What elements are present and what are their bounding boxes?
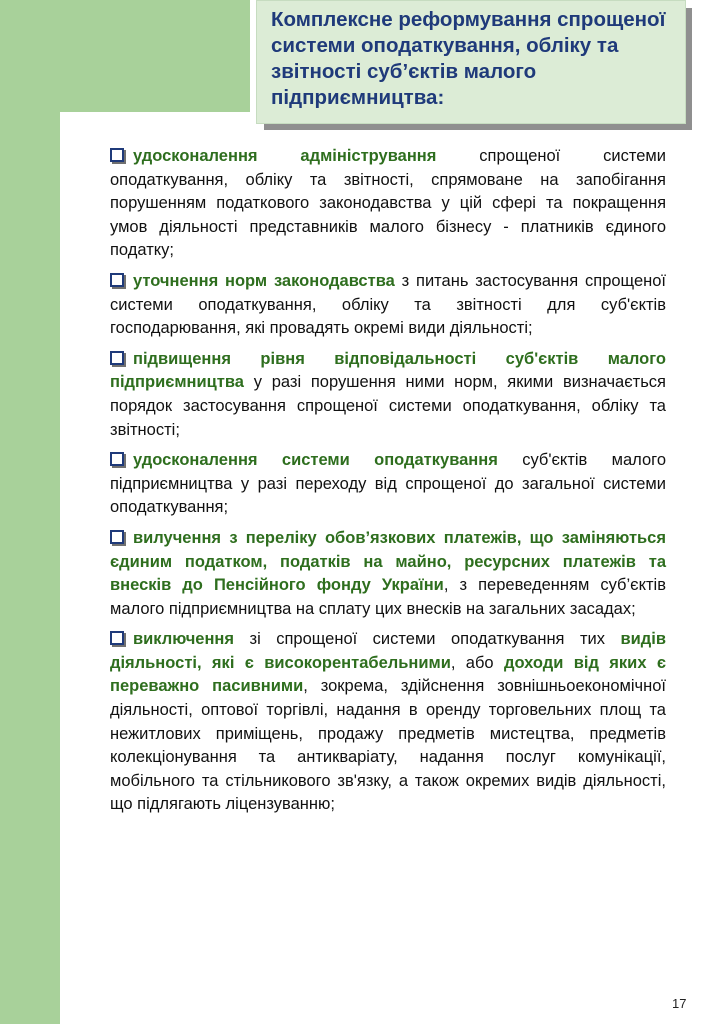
checkbox-bullet-icon [110,273,124,287]
page-title: Комплексне реформування спрощеної системи оподаткування, обліку та звітності суб’єктів малого підприємництва: [271,8,666,109]
body-text: , з переведенням суб’єктів малого підприємництва на сплату цих внесків на загальних засадах; [110,576,666,618]
list-item [110,527,666,621]
highlighted-text: підвищення рівня відповідальності суб'єктів малого підприємництва [110,349,666,392]
body-text: у разі порушення ними норм, якими визначається порядок застосування спрощеної системи оподаткування, обліку та звітності; [110,373,666,439]
page-number: 17 [672,996,687,1011]
highlighted-text: виключення [133,630,235,649]
highlighted-text: удосконалення системи оподаткування [133,451,498,470]
highlighted-text: видів діяльності, які є високорентабельними [110,630,666,672]
left-green-band [0,0,60,1024]
title-box [256,0,686,124]
list-item [110,348,666,442]
highlighted-text: доходи від яких є переважно пасивними [110,653,666,696]
bullet-list [110,145,666,824]
checkbox-bullet-icon [110,530,124,544]
list-item [110,270,666,341]
highlighted-text: уточнення норм законодавства [133,271,395,290]
body-text: , зокрема, здійснення зовнішньоекономічної діяльності, оптової торгівлі, надання в оренду торговельних площ та нежитлових приміщень, продажу предметів мистецтва, предметів колекціонування та антикваріату, надання послуг комунікації, мобільного та стільникового зв'язку, а також окремих видів діяльності, що підлягають ліцензуванню; [110,677,666,814]
top-green-band [60,0,250,112]
highlighted-text: вилучення з переліку обов’язкових платежів, що заміняються єдиним податком, податків на майно, ресурсних платежів та внесків до Пенсійного фонду України [110,528,666,595]
checkbox-bullet-icon [110,148,124,162]
body-text: , або [450,653,504,672]
checkbox-bullet-icon [110,452,124,466]
body-text: спрощеної системи оподаткування, обліку та звітності, спрямоване на запобігання порушенням податкового законодавства у цій сфері та покращення умов діяльності представників малого бізнесу - платників єдиного податку; [110,147,666,260]
list-item [110,145,666,263]
body-text: з питань застосування спрощеної системи оподаткування, обліку та звітності для суб'єктів господарювання, які провадять окремі види діяльності; [110,271,666,338]
body-text: зі спрощеної системи оподаткування тих [234,630,621,649]
checkbox-bullet-icon [110,631,124,645]
list-item [110,628,666,817]
checkbox-bullet-icon [110,351,124,365]
list-item [110,449,666,520]
highlighted-text: удосконалення адміністрування [133,147,437,165]
body-text: суб'єктів малого підприємництва у разі переходу від спрощеної до загальної системи оподаткування; [110,451,666,517]
